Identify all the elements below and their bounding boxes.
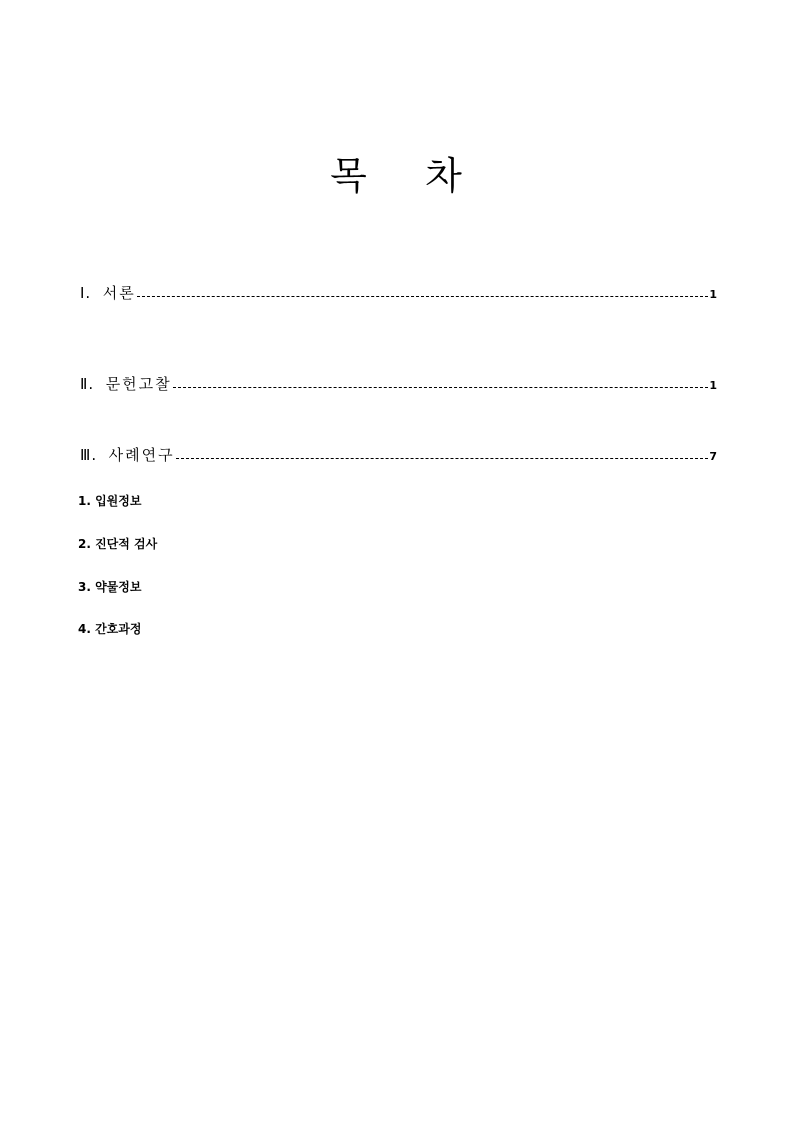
toc-entry-page: 7: [709, 450, 717, 463]
toc-entry-number: Ⅰ.: [80, 284, 103, 302]
toc-entry-number: Ⅲ.: [80, 446, 109, 464]
page-title: 목 차: [330, 154, 464, 198]
toc-entry-literature-review: [80, 375, 717, 393]
toc-dot-leader: [173, 387, 709, 388]
toc-entry-number: Ⅱ.: [80, 375, 106, 393]
toc-entry-label: 문헌고찰: [105, 375, 172, 393]
toc-entry-label: 사례연구: [108, 446, 175, 464]
toc-entry-introduction: [80, 284, 717, 302]
toc-subentry-nursing-process: 4. 간호과정: [78, 622, 142, 636]
toc-dot-leader: [176, 458, 709, 459]
toc-subentry-admission-info: 1. 입원정보: [78, 494, 142, 508]
toc-dot-leader: [137, 296, 709, 297]
toc-entry-page: 1: [709, 379, 717, 392]
toc-subentry-diagnostic-tests: 2. 진단적 검사: [78, 537, 158, 551]
toc-subentry-medication-info: 3. 약물정보: [78, 580, 142, 594]
toc-entry-page: 1: [709, 288, 717, 301]
toc-entry-label: 서론: [102, 284, 136, 302]
toc-entry-case-study: [80, 446, 717, 464]
